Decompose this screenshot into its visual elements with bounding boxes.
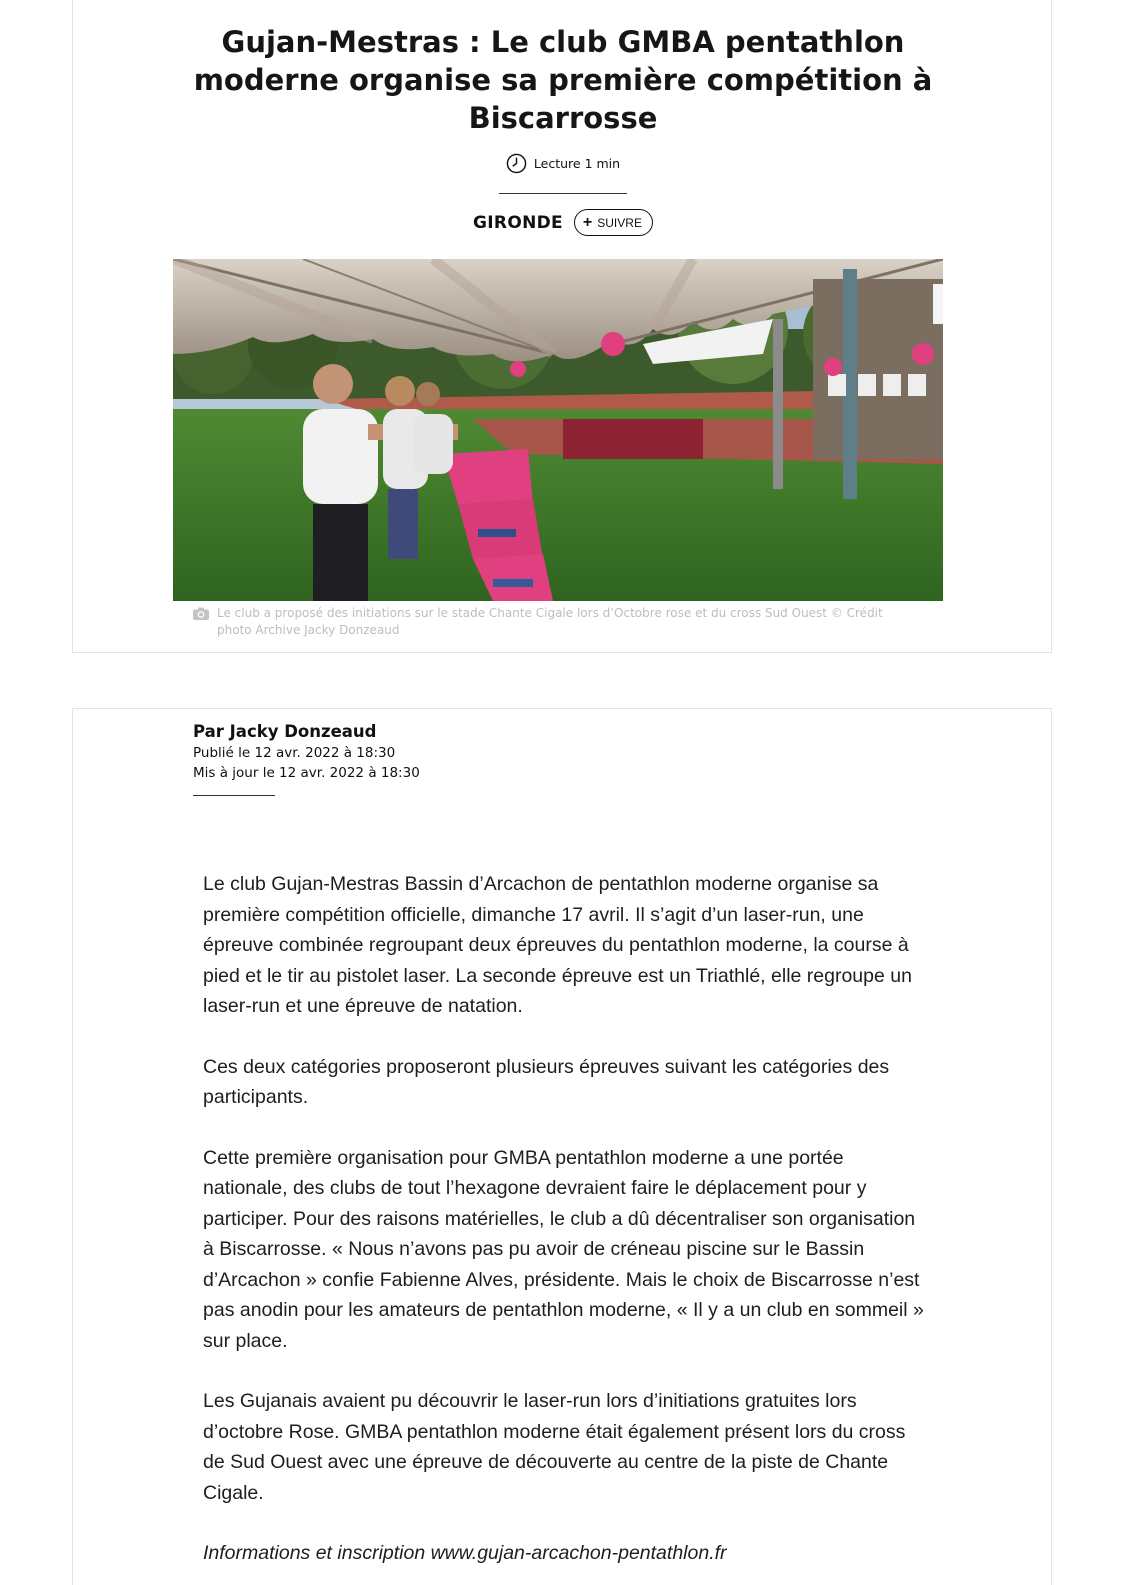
article-title: Gujan-Mestras : Le club GMBA pentathlon moderne organise sa première compétition à Biscarrosse <box>193 25 933 135</box>
article-body <box>203 869 928 1585</box>
byline <box>193 721 420 783</box>
reading-time <box>73 153 1053 174</box>
follow-label: SUIVRE <box>597 215 642 230</box>
plus-icon: + <box>582 213 593 231</box>
reading-time-label: Lecture 1 min <box>533 156 621 171</box>
photo-caption-text: Le club a proposé des initiations sur le stade Chante Cigale lors d’Octobre rose et du cross Sud Ouest © Crédit photo Archive Jacky Donzeaud <box>217 606 883 637</box>
clock-icon <box>506 153 527 174</box>
follow-button[interactable] <box>574 209 653 236</box>
paragraph: Ces deux catégories proposeront plusieurs épreuves suivant les catégories des participants. <box>203 1055 890 1108</box>
topic-row <box>73 209 1053 236</box>
updated-date: Mis à jour le 12 avr. 2022 à 18:30 <box>193 765 420 781</box>
article-body-card <box>72 708 1052 1585</box>
article-header-card <box>72 0 1052 653</box>
camera-icon <box>193 607 209 620</box>
author-name: Par Jacky Donzeaud <box>193 722 377 741</box>
topic-link[interactable]: GIRONDE <box>473 212 563 233</box>
photo-caption <box>193 605 913 639</box>
paragraph: Cette première organisation pour GMBA pentathlon moderne a une portée nationale, des clubs de tout l’hexagone devraient faire le déplacement pour y participer. Pour des raisons matérielles, le club a dû décentraliser son organisation à Biscarrosse. « Nous n’avons pas pu avoir de créneau piscine sur le Bassin d’Arcachon » confie Fabienne Alves, présidente. Mais le choix de Biscarrosse n’est pas anodin pour les amateurs de pentathlon moderne, « Il y a un club en sommeil » sur place. <box>203 1146 924 1352</box>
paragraph: Le club Gujan-Mestras Bassin d’Arcachon de pentathlon moderne organise sa première compétition officielle, dimanche 17 avril. Il s’agit d’un laser-run, une épreuve combinée regroupant deux épreuves du pentathlon moderne, la course à pied et le tir au pistolet laser. La seconde épreuve est un Triathlé, elle regroupe un laser-run et une épreuve de natation. <box>203 873 912 1017</box>
article-photo <box>173 259 943 601</box>
published-date: Publié le 12 avr. 2022 à 18:30 <box>193 745 396 761</box>
paragraph: Les Gujanais avaient pu découvrir le laser-run lors d’initiations gratuites lors d’octobre Rose. GMBA pentathlon moderne était également présent lors du cross de Sud Ouest avec une épreuve de découverte au centre de la piste de Chante Cigale. <box>203 1390 906 1504</box>
byline-divider <box>193 795 275 796</box>
divider <box>499 193 627 194</box>
info-line: Informations et inscription www.gujan-arcachon-pentathlon.fr <box>203 1542 727 1564</box>
